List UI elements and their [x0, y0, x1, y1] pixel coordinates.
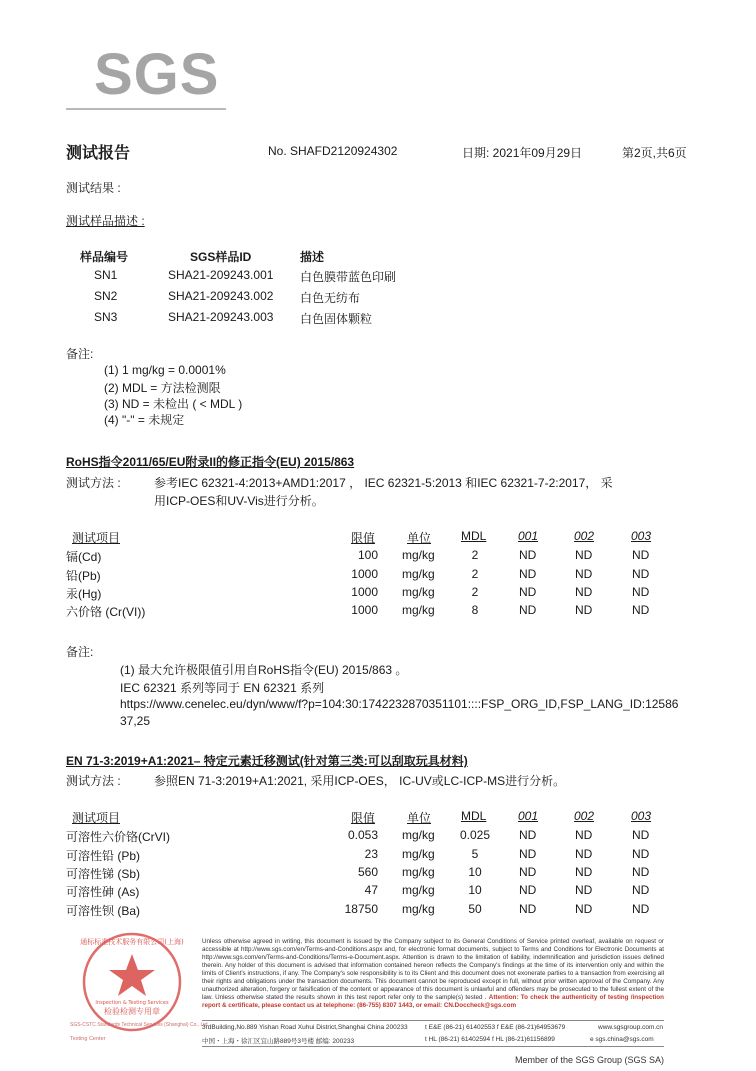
en71-row-limit: 18750: [344, 902, 378, 916]
en71-row-unit: mg/kg: [402, 847, 435, 861]
note-item: (2) MDL = 方法检测限: [104, 381, 221, 395]
sample-row-desc: 白色无纺布: [300, 291, 361, 305]
rohs-row-unit: mg/kg: [402, 567, 435, 581]
en71-row-limit: 47: [364, 883, 378, 897]
footer-divider-bottom: [202, 1046, 664, 1047]
en71-row-003: ND: [632, 828, 650, 842]
stamp-company-en: SGS-CSTC Standards Technical Services (Shanghai) Co., Ltd.: [70, 1022, 209, 1028]
samples-header-sgsid: SGS样品ID: [190, 250, 252, 264]
sgs-logo-text: SGS: [94, 42, 220, 107]
rohs-row-limit: 1000: [351, 585, 378, 599]
rohs-row-002: ND: [575, 585, 593, 599]
en71-row-item: 可溶性锑 (Sb): [66, 867, 141, 881]
rohs-header-001: 001: [518, 529, 539, 543]
en71-row-item: 可溶性钡 (Ba): [66, 904, 141, 918]
report-date: 日期: 2021年09月29日: [462, 146, 583, 160]
en71-row-002: ND: [575, 883, 593, 897]
stamp-en: Inspection & Testing Services: [95, 1000, 169, 1006]
rohs-row-001: ND: [519, 567, 537, 581]
report-number: No. SHAFD2120924302: [268, 144, 398, 158]
official-stamp: [54, 932, 204, 1048]
en71-heading: EN 71-3:2019+A1:2021– 特定元素迁移测试(针对第三类:可以刮取玩具材料): [66, 754, 468, 768]
rohs-header-item: 测试项目: [72, 531, 121, 545]
sample-row-id: SHA21-209243.002: [168, 289, 274, 303]
en71-row-001: ND: [519, 902, 537, 916]
rohs-row-unit: mg/kg: [402, 548, 435, 562]
tel-en: t E&E (86-21) 61402553 f E&E (86-21)64953679: [425, 1024, 566, 1031]
en71-row-002: ND: [575, 902, 593, 916]
disclaimer-text: Unless otherwise agreed in writing, this document is issued by the Company subject to its General Conditions of Service printed overleaf, available on request or accessible at http://www.sgs.com/en/Terms-and-Conditions.aspx and, for electronic format documents, subject to Terms and Conditions for Electronic Documents at http://www.sgs.com/en/Terms-and-Conditions/Terms-e-Document.aspx. Attention is drawn to the limitation of liability, indemnification and jurisdiction issues defined therein. Any holder of this document is advised that information contained hereon reflects the Company's findings at the time of its intervention only and within the limits of Client's instructions, if any. The Company's sole responsibility is to its Client and this document does not exonerate parties to a transaction from exercising all their rights and obligations under the transaction documents. This document cannot be reproduced except in full, without prior written approval of the Company. Any unauthorized alteration, forgery or falsification of the content or appearance of this document is unlawful and offenders may be prosecuted to the fullest extent of the law. Unless otherwise stated the results shown in this test report refer only to the sample(s) tested .: [202, 938, 664, 1001]
rohs-row-mdl: 2: [471, 567, 479, 581]
results-label: 测试结果 :: [66, 181, 121, 195]
en71-row-unit: mg/kg: [402, 828, 435, 842]
en71-row-003: ND: [632, 902, 650, 916]
stamp-label: 检验检测专用章: [104, 1007, 160, 1016]
rohs-note-link[interactable]: https://www.cenelec.eu/dyn/www/f?p=104:30:1742232870351101::::FSP_ORG_ID,FSP_LANG_ID:12586: [120, 697, 679, 711]
samples-header-desc: 描述: [300, 250, 325, 264]
rohs-method-line2: 用ICP-OES和UV-Vis进行分析。: [154, 494, 324, 508]
en71-method-label: 测试方法 :: [66, 774, 121, 788]
en71-header-mdl: MDL: [461, 809, 487, 823]
en71-row-item: 可溶性六价铬(CrVI): [66, 830, 170, 844]
footer-disclaimer: [202, 938, 664, 1010]
en71-header-limit: 限值: [351, 811, 376, 825]
rohs-row-mdl: 2: [471, 548, 479, 562]
rohs-heading: RoHS指令2011/65/EU附录II的修正指令(EU) 2015/863: [66, 455, 355, 469]
rohs-row-002: ND: [575, 548, 593, 562]
rohs-header-002: 002: [574, 529, 595, 543]
en71-row-item: 可溶性砷 (As): [66, 885, 140, 899]
notes-label: 备注:: [66, 347, 94, 361]
en71-row-002: ND: [575, 865, 593, 879]
rohs-note-1: (1) 最大允许极限值引用自RoHS指令(EU) 2015/863 。: [120, 663, 408, 677]
en71-row-001: ND: [519, 828, 537, 842]
note-item: (3) ND = 未检出 ( < MDL ): [104, 397, 243, 411]
stamp-testing-center: Testing Center: [70, 1036, 106, 1042]
en71-row-002: ND: [575, 828, 593, 842]
rohs-row-unit: mg/kg: [402, 585, 435, 599]
email-link[interactable]: e sgs.china@sgs.com: [590, 1036, 654, 1043]
en71-row-mdl: 10: [468, 883, 482, 897]
logo-underline: [66, 108, 226, 110]
rohs-row-002: ND: [575, 603, 593, 617]
attention-text: Attention: To check the authenticity of testing /inspection report & certificate, please contact us at telephone: (86-755) 8307 1443, or email: CN.Doccheck@sgs.com: [202, 994, 665, 1009]
rohs-row-item: 汞(Hg): [66, 587, 102, 601]
rohs-row-item: 铅(Pb): [66, 569, 101, 583]
sample-row-id: SHA21-209243.003: [168, 310, 274, 324]
en71-row-limit: 560: [357, 865, 378, 879]
rohs-row-003: ND: [632, 603, 650, 617]
rohs-row-limit: 100: [357, 548, 378, 562]
rohs-row-limit: 1000: [351, 603, 378, 617]
rohs-header-mdl: MDL: [461, 529, 487, 543]
sample-row-sn: SN1: [94, 268, 118, 282]
rohs-row-003: ND: [632, 548, 650, 562]
rohs-header-limit: 限值: [351, 531, 376, 545]
en71-header-unit: 单位: [407, 811, 432, 825]
sample-row-sn: SN2: [94, 289, 118, 303]
en71-header-001: 001: [518, 809, 539, 823]
rohs-row-unit: mg/kg: [402, 603, 435, 617]
en71-row-unit: mg/kg: [402, 865, 435, 879]
en71-row-mdl: 0.025: [459, 828, 491, 842]
en71-row-unit: mg/kg: [402, 883, 435, 897]
en71-row-unit: mg/kg: [402, 902, 435, 916]
rohs-note-2: IEC 62321 系列等同于 EN 62321 系列: [120, 681, 325, 695]
rohs-notes-label: 备注:: [66, 645, 94, 659]
page-number: 第2页,共6页: [622, 146, 687, 160]
en71-row-mdl: 5: [471, 847, 479, 861]
rohs-row-001: ND: [519, 585, 537, 599]
website-link[interactable]: www.sgsgroup.com.cn: [598, 1024, 664, 1031]
sample-row-desc: 白色膜带蓝色印刷: [300, 270, 397, 284]
rohs-row-003: ND: [632, 567, 650, 581]
samples-header-id: 样品编号: [80, 250, 129, 264]
rohs-method-line1: 参考IEC 62321-4:2013+AMD1:2017 ， IEC 62321-5:2013 和IEC 62321-7-2:2017， 采: [154, 476, 613, 490]
tel-cn: t HL (86-21) 61402594 f HL (86-21)61156899: [425, 1036, 555, 1043]
sample-desc-label: 测试样品描述 :: [66, 214, 145, 228]
note-item: (4) "-" = 未规定: [104, 413, 185, 427]
en71-row-001: ND: [519, 847, 537, 861]
sgs-logo: [66, 44, 226, 110]
rohs-row-item: 镉(Cd): [66, 550, 102, 564]
rohs-row-item: 六价铬 (Cr(VI)): [66, 605, 146, 619]
rohs-row-limit: 1000: [351, 567, 378, 581]
en71-row-001: ND: [519, 883, 537, 897]
note-item: (1) 1 mg/kg = 0.0001%: [104, 363, 226, 377]
en71-row-limit: 23: [364, 847, 378, 861]
en71-row-003: ND: [632, 865, 650, 879]
en71-row-mdl: 50: [468, 902, 482, 916]
rohs-row-mdl: 2: [471, 585, 479, 599]
stamp-arc-text: 通标标准技术服务有限公司(上海): [80, 938, 184, 946]
sample-row-sn: SN3: [94, 310, 118, 324]
rohs-row-003: ND: [632, 585, 650, 599]
en71-header-003: 003: [631, 809, 652, 823]
en71-header-item: 测试项目: [72, 811, 121, 825]
sample-row-desc: 白色固体颗粒: [300, 312, 373, 326]
rohs-row-002: ND: [575, 567, 593, 581]
rohs-row-001: ND: [519, 548, 537, 562]
rohs-header-unit: 单位: [407, 531, 432, 545]
sample-row-id: SHA21-209243.001: [168, 268, 274, 282]
en71-header-002: 002: [574, 809, 595, 823]
en71-row-mdl: 10: [468, 865, 482, 879]
rohs-row-001: ND: [519, 603, 537, 617]
en71-row-002: ND: [575, 847, 593, 861]
member-text: Member of the SGS Group (SGS SA): [515, 1055, 665, 1065]
en71-row-003: ND: [632, 883, 650, 897]
footer-divider: [202, 1020, 664, 1021]
rohs-row-mdl: 8: [471, 603, 479, 617]
en71-method: 参照EN 71-3:2019+A1:2021, 采用ICP-OES， IC-UV或LC-ICP-MS进行分析。: [154, 774, 566, 788]
en71-row-003: ND: [632, 847, 650, 861]
en71-row-001: ND: [519, 865, 537, 879]
report-title: 测试报告: [66, 145, 131, 162]
rohs-method-label: 测试方法 :: [66, 476, 121, 490]
en71-row-item: 可溶性铅 (Pb): [66, 849, 141, 863]
rohs-note-link-cont: 37,25: [120, 714, 151, 728]
en71-row-limit: 0.053: [347, 828, 378, 842]
address-cn: 中国・上海・徐汇区宜山路889号3号楼 邮编: 200233: [202, 1038, 355, 1045]
rohs-header-003: 003: [631, 529, 652, 543]
address-en: 3rdBuilding,No.889 Yishan Road Xuhui District,Shanghai China 200233: [202, 1024, 408, 1031]
